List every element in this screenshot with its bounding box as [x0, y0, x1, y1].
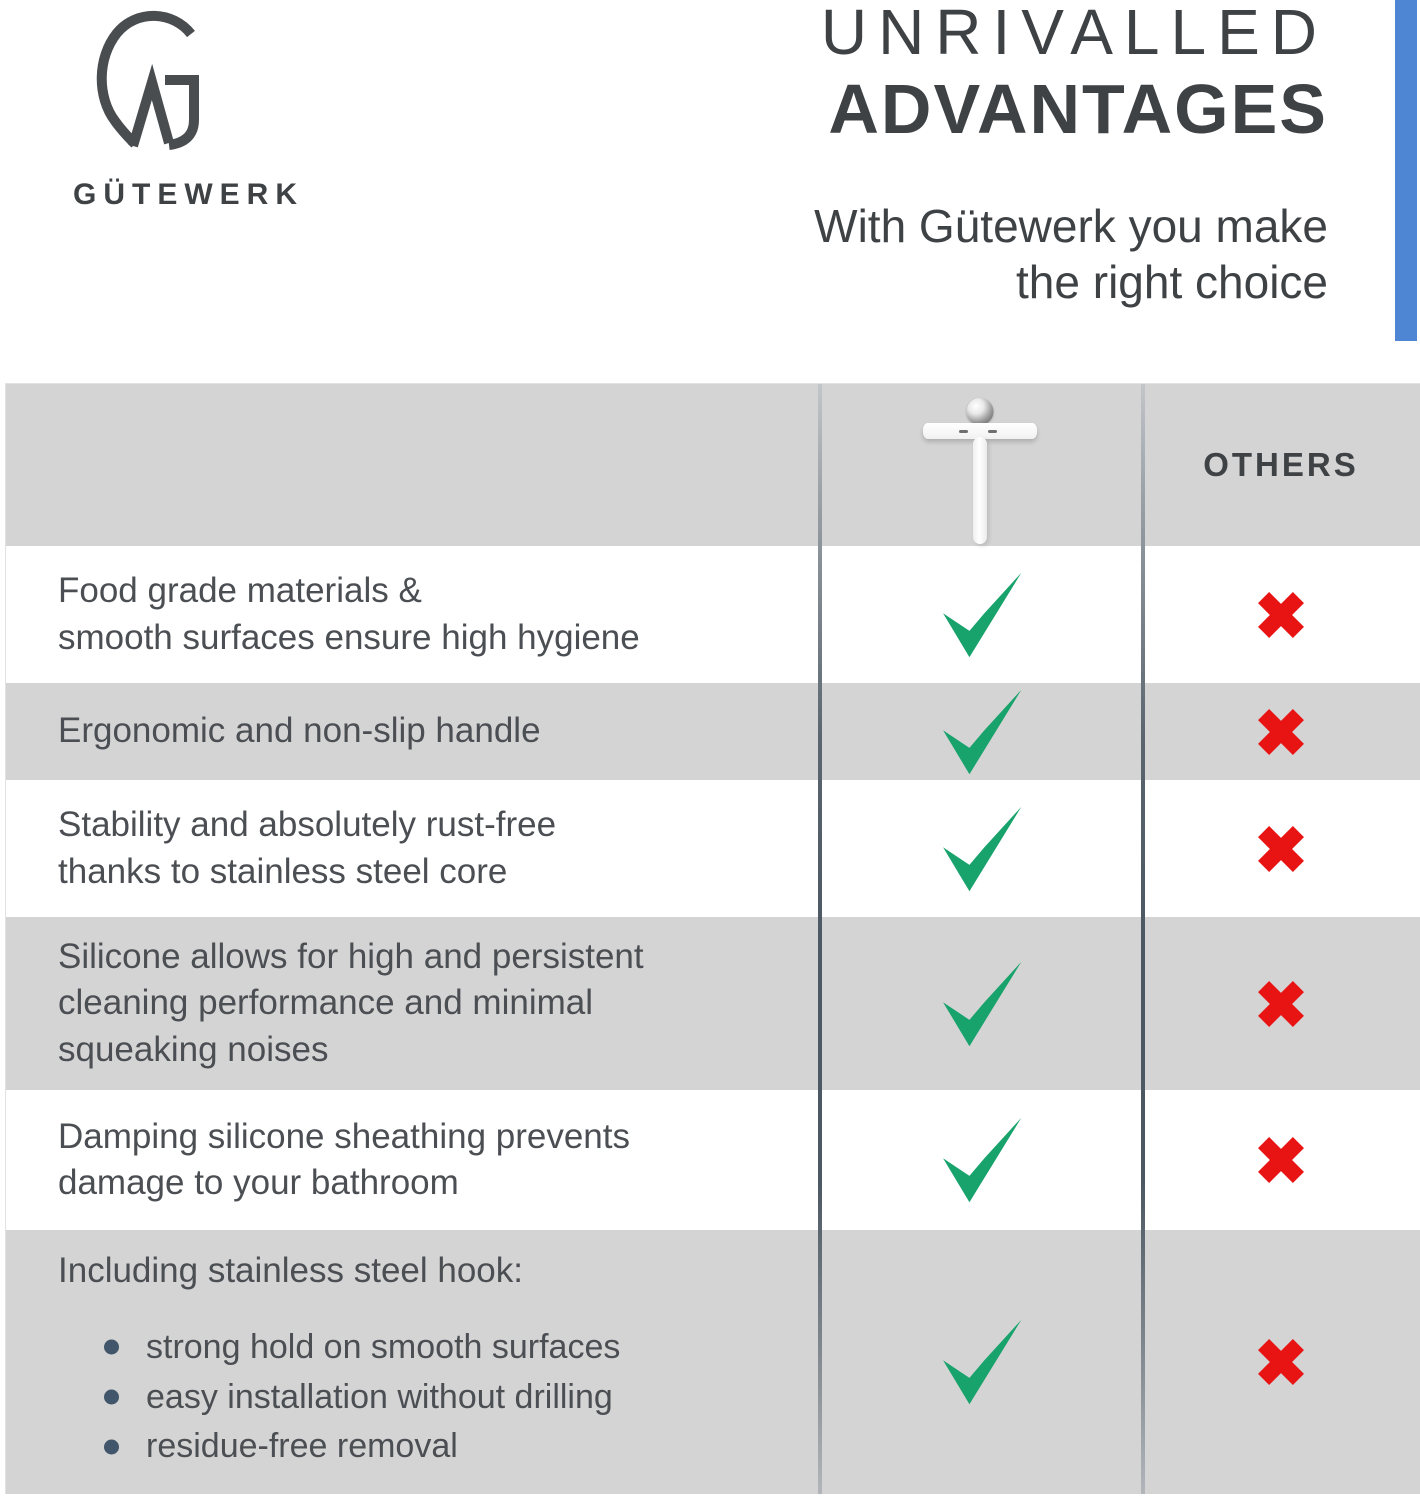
feature-bullets: [58, 1318, 788, 1476]
hook-ball-icon: [966, 398, 993, 425]
feature-text: squeaking noises: [58, 1029, 329, 1069]
check-icon: [934, 960, 1026, 1048]
table-row: [6, 1230, 1420, 1494]
blade-notch: [988, 430, 997, 433]
feature-cell: [6, 683, 818, 780]
brand-logo: [73, 8, 303, 212]
gutewerk-cell: [818, 683, 1141, 780]
table-row: [6, 780, 1420, 917]
feature-text: Silicone allows for high and persistent: [58, 937, 644, 977]
feature-header-cell: [6, 384, 818, 546]
others-cell: [1141, 546, 1420, 683]
feature-text: Ergonomic and non-slip handle: [58, 711, 541, 751]
comparison-rows: [6, 546, 1420, 1494]
feature-text: thanks to stainless steel core: [58, 851, 508, 891]
column-divider-right: [1141, 384, 1145, 1494]
cross-icon: [1253, 976, 1309, 1032]
others-cell: [1141, 917, 1420, 1090]
squeegee-image: [915, 398, 1045, 546]
table-row: [6, 917, 1420, 1090]
feature-text: Food grade materials &: [58, 571, 422, 611]
headline-unrivalled: UNRIVALLED: [820, 0, 1328, 68]
others-header-cell: [1141, 384, 1420, 546]
blade-notch: [959, 430, 968, 433]
others-cell: [1141, 683, 1420, 780]
feature-text: Damping silicone sheathing prevents: [58, 1116, 630, 1156]
others-cell: [1141, 1230, 1420, 1494]
feature-text: Stability and absolutely rust-free: [58, 805, 557, 845]
cross-icon: [1253, 587, 1309, 643]
feature-text: damage to your bathroom: [58, 1163, 459, 1202]
brand-name: GÜTEWERK: [73, 178, 304, 211]
table-header-row: [6, 384, 1420, 546]
column-divider-left: [818, 384, 822, 1494]
table-row: [6, 683, 1420, 780]
bullet-item: residue-free removal: [98, 1426, 788, 1467]
subtitle-line-1: With Gütewerk you make: [814, 199, 1328, 252]
others-label: OTHERS: [1203, 446, 1359, 483]
feature-text: smooth surfaces ensure high hygiene: [58, 617, 640, 657]
gutewerk-cell: [818, 917, 1141, 1090]
table-row: [6, 546, 1420, 683]
feature-cell: [6, 780, 818, 917]
feature-cell: [6, 1230, 818, 1494]
others-cell: [1141, 780, 1420, 917]
check-icon: [934, 1318, 1026, 1406]
feature-cell: [6, 1090, 818, 1230]
others-cell: [1141, 1090, 1420, 1230]
bullet-item: easy installation without drilling: [98, 1377, 788, 1418]
feature-text: Including stainless steel hook:: [58, 1250, 523, 1290]
cross-icon: [1253, 704, 1309, 760]
product-image-cell: [818, 384, 1141, 546]
bullet-item: strong hold on smooth surfaces: [98, 1327, 788, 1368]
cross-icon: [1253, 821, 1309, 877]
gutewerk-cell: [818, 780, 1141, 917]
feature-cell: [6, 546, 818, 683]
gutewerk-cell: [818, 1230, 1141, 1494]
check-icon: [934, 688, 1026, 776]
gutewerk-cell: [818, 1090, 1141, 1230]
subtitle-line-2: the right choice: [1016, 255, 1328, 308]
feature-cell: [6, 917, 818, 1090]
check-icon: [934, 571, 1026, 659]
cross-icon: [1253, 1334, 1309, 1390]
check-icon: [934, 1116, 1026, 1204]
gutewerk-cell: [818, 546, 1141, 683]
headline-block: [814, 0, 1328, 310]
squeegee-handle: [973, 437, 987, 544]
headline-advantages: ADVANTAGES: [828, 70, 1328, 149]
headline-subtitle: [814, 198, 1328, 310]
feature-text: cleaning performance and minimal: [58, 983, 593, 1023]
table-row: [6, 1090, 1420, 1230]
cross-icon: [1253, 1132, 1309, 1188]
accent-bar: [1395, 0, 1417, 341]
gutewerk-logo-icon: [95, 8, 207, 154]
comparison-table: [5, 383, 1420, 1494]
check-icon: [934, 805, 1026, 893]
